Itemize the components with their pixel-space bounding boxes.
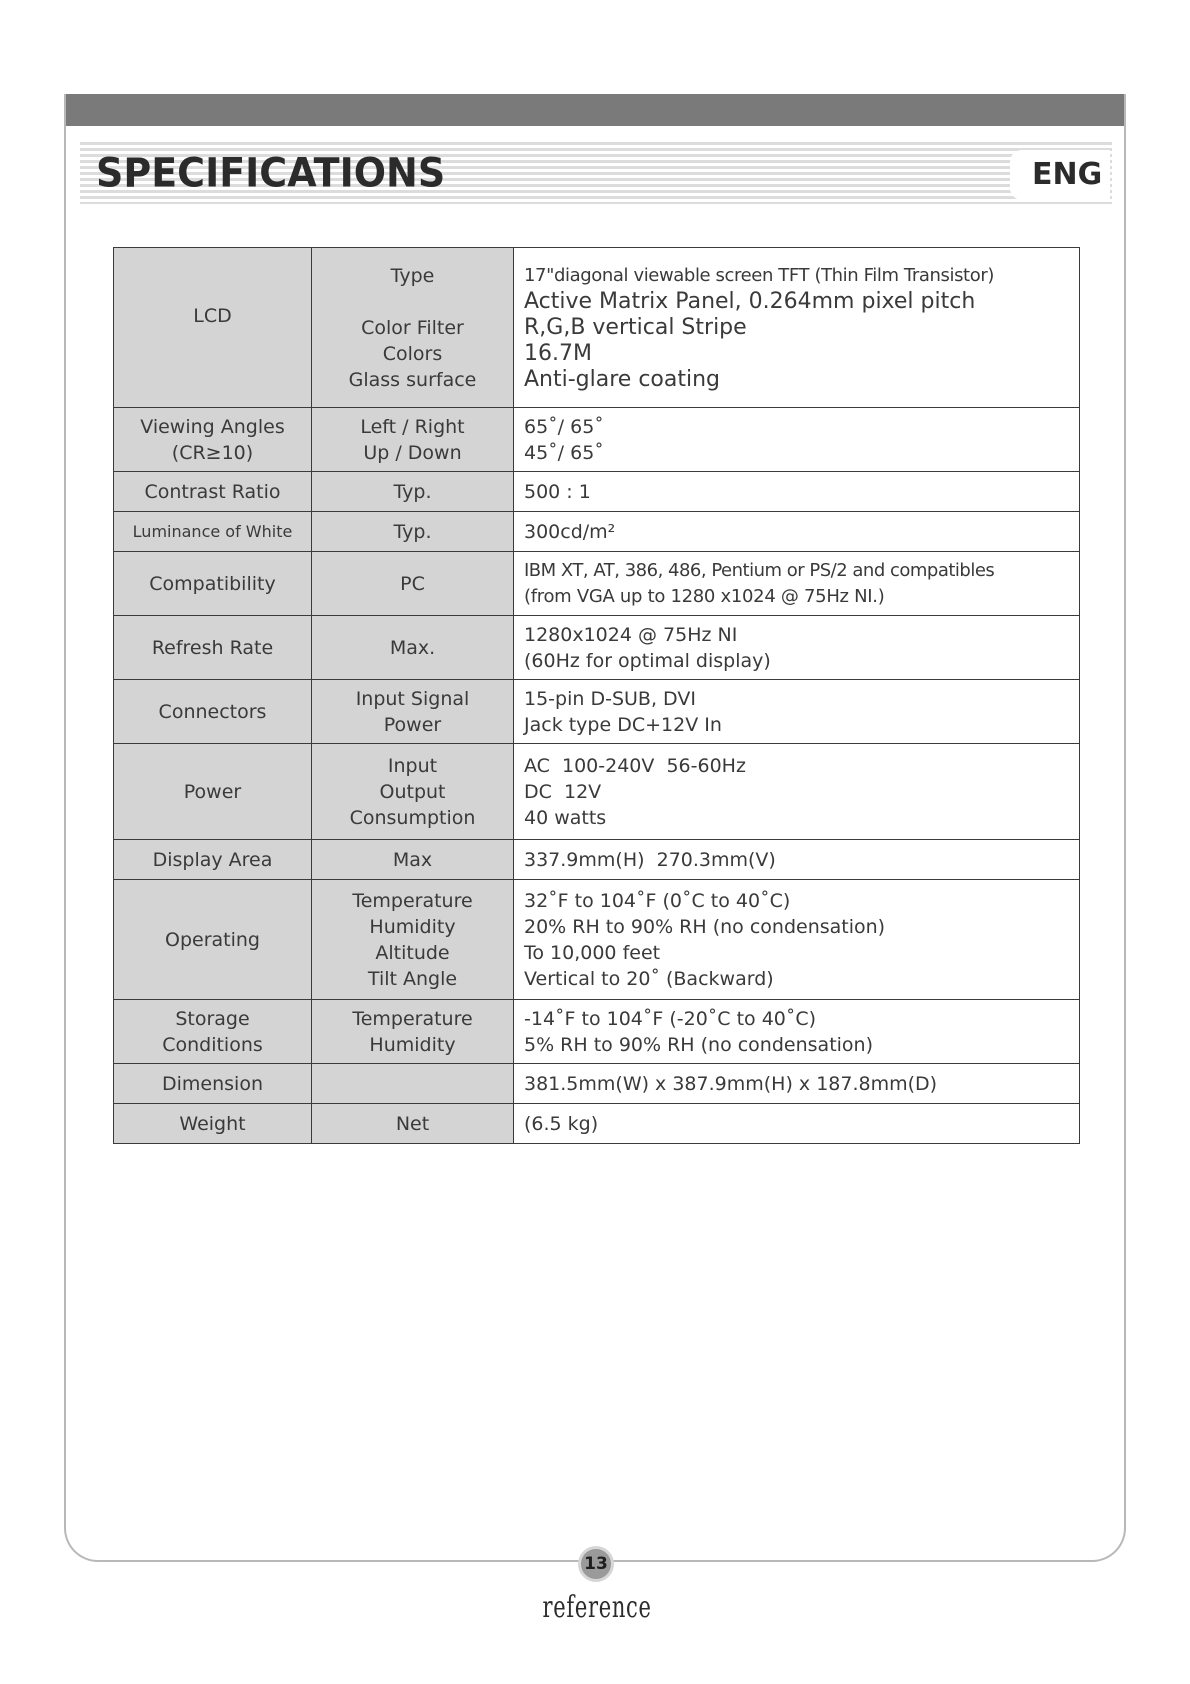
row-subitems: Type Color Filter Colors Glass surface xyxy=(312,248,514,408)
row-values: (6.5 kg) xyxy=(514,1104,1080,1144)
table-row-operating xyxy=(114,880,1080,1000)
table-row-connectors xyxy=(114,680,1080,744)
row-values: AC 100-240V 56-60Hz DC 12V 40 watts xyxy=(514,744,1080,840)
page-number-badge: 13 xyxy=(578,1546,614,1582)
row-category: Refresh Rate xyxy=(114,616,312,680)
row-subitems: Left / Right Up / Down xyxy=(312,408,514,472)
row-subitems: Temperature Humidity xyxy=(312,1000,514,1064)
row-values: 15-pin D-SUB, DVI Jack type DC+12V In xyxy=(514,680,1080,744)
row-category: Compatibility xyxy=(114,552,312,616)
row-values: 381.5mm(W) x 387.9mm(H) x 187.8mm(D) xyxy=(514,1064,1080,1104)
table-row-refresh-rate xyxy=(114,616,1080,680)
row-category: Contrast Ratio xyxy=(114,472,312,512)
row-subitems: Temperature Humidity Altitude Tilt Angle xyxy=(312,880,514,1000)
row-subitems: Typ. xyxy=(312,472,514,512)
table-row-power xyxy=(114,744,1080,840)
row-category: Weight xyxy=(114,1104,312,1144)
row-subitems: Typ. xyxy=(312,512,514,552)
specifications-table xyxy=(113,247,1080,1144)
row-subitems: Input Output Consumption xyxy=(312,744,514,840)
row-subitems: Max xyxy=(312,840,514,880)
page-title: SPECIFICATIONS xyxy=(96,149,446,197)
row-category: Power xyxy=(114,744,312,840)
row-category: Luminance of White xyxy=(114,512,312,552)
row-category: Operating xyxy=(114,880,312,1000)
row-category: LCD xyxy=(114,248,312,408)
table-row-contrast-ratio xyxy=(114,472,1080,512)
row-category: Storage Conditions xyxy=(114,1000,312,1064)
table-row-compatibility xyxy=(114,552,1080,616)
row-values: 337.9mm(H) 270.3mm(V) xyxy=(514,840,1080,880)
table-row-lcd xyxy=(114,248,1080,408)
footer-section-label: reference xyxy=(542,1590,652,1625)
row-category: Viewing Angles (CR≥10) xyxy=(114,408,312,472)
row-subitems: Net xyxy=(312,1104,514,1144)
table-row-weight xyxy=(114,1104,1080,1144)
row-values: 500 : 1 xyxy=(514,472,1080,512)
row-subitems: Input Signal Power xyxy=(312,680,514,744)
row-subitems: Max. xyxy=(312,616,514,680)
table-row-viewing-angles xyxy=(114,408,1080,472)
row-values: 1280x1024 @ 75Hz NI (60Hz for optimal display) xyxy=(514,616,1080,680)
table-row-storage-conditions xyxy=(114,1000,1080,1064)
row-values: 65˚/ 65˚ 45˚/ 65˚ xyxy=(514,408,1080,472)
table-row-luminance xyxy=(114,512,1080,552)
row-category: Dimension xyxy=(114,1064,312,1104)
table-row-dimension xyxy=(114,1064,1080,1104)
language-label: ENG xyxy=(1032,157,1103,192)
row-category: Connectors xyxy=(114,680,312,744)
row-values: 17"diagonal viewable screen TFT (Thin Film Transistor) Active Matrix Panel, 0.264mm pixel pitch R,G,B vertical Stripe 16.7M Anti-glare coating xyxy=(514,248,1080,408)
row-category: Display Area xyxy=(114,840,312,880)
row-values: -14˚F to 104˚F (-20˚C to 40˚C) 5% RH to 90% RH (no condensation) xyxy=(514,1000,1080,1064)
row-values: 300cd/m² xyxy=(514,512,1080,552)
row-values: 32˚F to 104˚F (0˚C to 40˚C) 20% RH to 90% RH (no condensation) To 10,000 feet Vertical to 20˚ (Backward) xyxy=(514,880,1080,1000)
row-subitems xyxy=(312,1064,514,1104)
row-subitems: PC xyxy=(312,552,514,616)
row-values: IBM XT, AT, 386, 486, Pentium or PS/2 and compatibles (from VGA up to 1280 x1024 @ 75Hz NI.) xyxy=(514,552,1080,616)
table-row-display-area xyxy=(114,840,1080,880)
